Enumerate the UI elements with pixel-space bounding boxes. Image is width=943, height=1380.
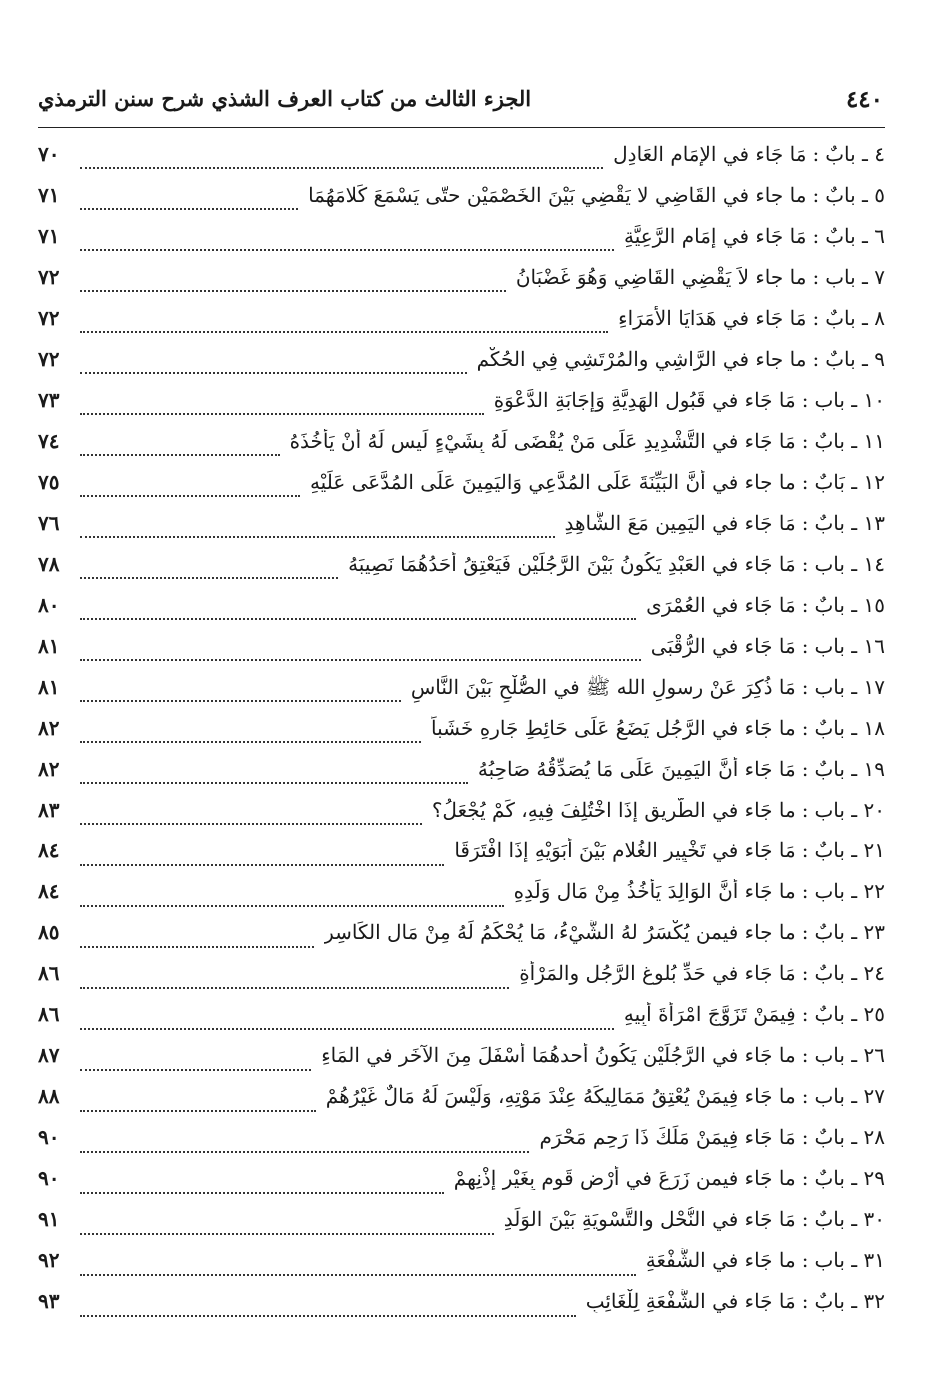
entry-number: ٣١ ـ باب <box>814 1248 885 1273</box>
entry-number: ٢٥ ـ بابٌ <box>814 1002 885 1027</box>
dot-leader <box>80 1233 494 1235</box>
dot-leader <box>80 1151 529 1153</box>
toc-entry <box>38 879 885 920</box>
entry-title: ما جاء فيمن يُكْسَرُ لهُ الشَّيْءُ، مَا يُحْكَمُ لَهُ مِنْ مَالِ الكَاسِرِ <box>324 920 796 945</box>
entry-number: ٢٢ ـ باب <box>814 879 885 904</box>
entry-colon: : <box>801 387 809 412</box>
dot-leader <box>80 659 641 661</box>
entry-number: ٢١ ـ بابٌ <box>814 838 885 863</box>
entry-page-number: ٨١ <box>38 633 60 658</box>
toc-entry <box>38 1289 885 1330</box>
entry-title: مَا جَاء في الإمَامِ العَادِلِ <box>613 142 807 166</box>
entry-colon: : <box>801 1289 809 1314</box>
entry-colon: : <box>801 715 809 740</box>
entry-title: مَا جَاء في تَخْيِيرِ الغُلامِ بَيْنَ أبَوَيْهِ إذَا افْتَرَقَا <box>454 838 796 863</box>
dot-leader <box>80 208 298 210</box>
entry-colon: : <box>801 469 809 494</box>
entry-colon: : <box>801 1043 809 1068</box>
entry-title: ما جَاء فِيمَنْ يُعْتِقُ مَمَالِيكَهُ عِنْدَ مَوْتِهِ، وَلَيْسَ لَهُ مَالٌ غَيْرُهُمْ <box>325 1084 796 1109</box>
entry-page-number: ٧٢ <box>38 264 60 289</box>
dot-leader <box>80 1110 316 1112</box>
toc-entry <box>38 920 885 961</box>
entry-page-number: ٧٠ <box>38 142 60 166</box>
header-rule <box>38 127 885 128</box>
entry-colon: : <box>812 223 820 248</box>
entry-colon: : <box>801 838 809 863</box>
entry-colon: : <box>801 592 809 617</box>
entry-colon: : <box>801 1125 809 1150</box>
toc-entry <box>38 961 885 1002</box>
entry-title: ما جَاء أنَّ الوَالِدَ يَأْخُذُ مِنْ مَالِ وَلَدِهِ <box>513 879 796 904</box>
entry-page-number: ٨٣ <box>38 797 60 822</box>
entry-page-number: ٧٨ <box>38 551 60 576</box>
dot-leader <box>80 905 504 907</box>
entry-colon: : <box>801 756 809 781</box>
entry-number: ٢٩ ـ بابٌ <box>814 1166 885 1191</box>
entry-page-number: ٩٣ <box>38 1289 60 1314</box>
toc-entry <box>38 798 885 839</box>
entry-page-number: ٧٦ <box>38 510 60 535</box>
entry-number: ١٦ ـ باب <box>814 633 885 658</box>
dot-leader <box>80 290 506 292</box>
toc-entry <box>38 511 885 552</box>
dot-leader <box>80 577 338 579</box>
entry-page-number: ٨٦ <box>38 1002 60 1027</box>
entry-number: ٢٨ ـ بابٌ <box>814 1125 885 1150</box>
entry-number: ١١ ـ بابٌ <box>814 428 885 453</box>
entry-colon: : <box>812 346 820 371</box>
entry-number: ٩ ـ بابٌ <box>825 346 885 371</box>
entry-title: مَا جَاء أنَّ اليَمِينَ عَلَى مَا يُصَدِّقُهُ صَاحِبُهُ <box>477 756 796 781</box>
toc-entry <box>38 306 885 347</box>
entry-page-number: ٨٢ <box>38 715 60 740</box>
entry-title: ما جَاء فيمن زَرَعَ في أرْضِ قَومٍ بِغَيْرِ إذْنِهِمْ <box>453 1166 796 1191</box>
toc-entry <box>38 1002 885 1043</box>
toc-entry <box>38 1166 885 1207</box>
toc-entry <box>38 388 885 429</box>
entry-page-number: ٨١ <box>38 674 60 699</box>
dot-leader <box>80 864 444 866</box>
dot-leader <box>80 1069 311 1071</box>
entry-title: مَا جَاء في النُّحْلِ والتَّسْوِيَةِ بَيْنَ الوَلَدِ <box>503 1207 796 1232</box>
entry-page-number: ٩٢ <box>38 1248 60 1273</box>
toc-entry <box>38 1084 885 1125</box>
entry-title: مَا جَاء في إمَامِ الرَّعِيَّةِ <box>623 223 807 248</box>
dot-leader <box>80 331 608 333</box>
entry-page-number: ٧٢ <box>38 305 60 330</box>
entry-colon: : <box>801 1207 809 1232</box>
dot-leader <box>80 495 300 497</box>
entry-colon: : <box>801 920 809 945</box>
page-header <box>38 84 883 118</box>
entry-colon: : <box>801 1002 809 1027</box>
entry-number: ٢٦ ـ باب <box>814 1043 885 1068</box>
entry-page-number: ٩٠ <box>38 1166 60 1191</box>
entry-title: ما جَاء في الرَّجُلَيْنِ يَكُونُ أحدهُمَا أسْفَلَ مِنَ الآخَرِ في المَاءِ <box>321 1043 796 1068</box>
entry-page-number: ٧١ <box>38 223 60 248</box>
dot-leader <box>80 1192 444 1194</box>
entry-number: ١٠ ـ باب <box>814 387 885 412</box>
entry-number: ١٤ ـ باب <box>814 551 885 576</box>
entry-title: مَا جَاء في العَبْدِ يَكُونُ بَيْنَ الرَّجُلَيْنِ فَيَعْتِقُ أحَدُهُمَا نَصِيبَهُ <box>348 551 796 576</box>
entry-number: ١٨ ـ بابٌ <box>814 715 885 740</box>
entry-number: ١٥ ـ بابٌ <box>814 592 885 617</box>
entry-page-number: ٩٠ <box>38 1125 60 1150</box>
entry-number: ١٩ ـ بابٌ <box>814 756 885 781</box>
entry-colon: : <box>801 961 809 986</box>
toc-entry <box>38 1125 885 1166</box>
entry-page-number: ٨٤ <box>38 879 60 904</box>
entry-number: ١٢ ـ بَابٌ <box>814 469 885 494</box>
entry-title: ما جاء لاَ يَقْضِي القَاضِي وَهُوَ غَضْبَانُ <box>515 264 807 289</box>
toc-entry <box>38 552 885 593</box>
toc-entry <box>38 593 885 634</box>
entry-colon: : <box>812 142 820 166</box>
entry-title: مَا جَاء في اليَمِينِ مَعَ الشَّاهِدِ <box>564 510 796 535</box>
dot-leader <box>80 249 614 251</box>
entry-title: ما جاء في القَاضِي لا يَقْضِي بَيْنَ الخَصْمَيْنِ حتّى يَسْمَعَ كَلامَهُمَا <box>308 182 807 207</box>
entry-title: مَا جَاء في العُمْرَى <box>646 592 796 617</box>
entry-colon: : <box>801 797 809 822</box>
entry-page-number: ٨٤ <box>38 838 60 863</box>
entry-page-number: ٧١ <box>38 182 60 207</box>
dot-leader <box>80 741 421 743</box>
toc-entry <box>38 429 885 470</box>
entry-page-number: ٨٢ <box>38 756 60 781</box>
entry-number: ٧ ـ باب <box>825 264 885 289</box>
dot-leader <box>80 167 603 169</box>
entry-title: ما جاء في أنَّ البَيِّنَةَ عَلَى المُدَّعِي وَاليَمِينَ عَلَى المُدَّعَى عَلَيْهِ <box>309 469 796 494</box>
dot-leader <box>80 700 401 702</box>
dot-leader <box>80 823 422 825</box>
entry-colon: : <box>801 1084 809 1109</box>
toc-entry <box>38 347 885 388</box>
entry-title: مَا جَاء في التَّشْدِيدِ عَلَى مَنْ يُقْضَى لَهُ بِشَيْءٍ لَيس لَهُ أنْ يَأْخُذَهُ <box>289 428 796 453</box>
dot-leader <box>80 946 314 948</box>
entry-number: ١٧ ـ باب <box>814 674 885 699</box>
toc-entry <box>38 183 885 224</box>
entry-colon: : <box>801 428 809 453</box>
entry-number: ٢٣ ـ بابٌ <box>814 920 885 945</box>
entry-title: مَا جَاء في حَدِّ بُلوغِ الرَّجُلِ والمَرْأةِ <box>519 961 796 986</box>
entry-page-number: ٨٧ <box>38 1043 60 1068</box>
dot-leader <box>80 454 280 456</box>
entry-title: مَا جَاء في قَبُولِ الهَدِيَّةِ وَإجَابَةِ الدَّعْوَةِ <box>493 387 796 412</box>
dot-leader <box>80 413 484 415</box>
entry-title: ما جَاء في الطَّرِيقِ إذَا اخْتُلِفَ فِيهِ، كَمْ يُجْعَلُ؟ <box>431 797 796 822</box>
toc-entry <box>38 1207 885 1248</box>
entry-page-number: ٧٥ <box>38 469 60 494</box>
entry-title: ما جاء في الرَّاشِي والمُرْتَشِي فِي الحُكْمِ <box>476 346 807 371</box>
toc-entry <box>38 1248 885 1289</box>
dot-leader <box>80 1028 614 1030</box>
entry-colon: : <box>801 551 809 576</box>
entry-number: ١٣ ـ بابٌ <box>814 510 885 535</box>
entry-title: ما جَاء في الرَّجُلِ يَضَعُ عَلَى حَائِطِ جَارِهِ خَشَباً <box>431 715 796 740</box>
toc-entry <box>38 1043 885 1084</box>
running-title: الجزء الثالث من كتاب العرف الشذي شرح سنن الترمذي <box>38 86 532 111</box>
entry-colon: : <box>801 674 809 699</box>
entry-title: مَا ذُكِرَ عَنْ رسولِ الله ﷺ في الصُّلْحِ بَيْنَ النَّاسِ <box>410 674 796 699</box>
toc-entry <box>38 838 885 879</box>
entry-colon: : <box>801 1166 809 1191</box>
entry-title: فِيمَنْ تَزَوَّجَ امْرَأةَ أبِيهِ <box>623 1002 796 1027</box>
dot-leader <box>80 1315 576 1317</box>
entry-colon: : <box>812 305 820 330</box>
entry-colon: : <box>801 510 809 535</box>
toc-entry <box>38 265 885 306</box>
entry-colon: : <box>812 182 820 207</box>
toc-entry <box>38 634 885 675</box>
entry-title: مَا جَاء في الرُّقْبَى <box>650 633 796 658</box>
entry-number: ٥ ـ بابٌ <box>825 182 885 207</box>
entry-number: ٨ ـ بابٌ <box>825 305 885 330</box>
entry-number: ٢٠ ـ باب <box>814 797 885 822</box>
entry-colon: : <box>801 879 809 904</box>
dot-leader <box>80 782 468 784</box>
entry-page-number: ٧٣ <box>38 387 60 412</box>
toc-entry <box>38 716 885 757</box>
page-number: ٤٤٠ <box>845 86 883 113</box>
entry-number: ٣٠ ـ بابٌ <box>814 1207 885 1232</box>
entry-page-number: ٨٥ <box>38 920 60 945</box>
entry-page-number: ٧٤ <box>38 428 60 453</box>
entry-number: ٢٧ ـ باب <box>814 1084 885 1109</box>
dot-leader <box>80 618 636 620</box>
toc-entry <box>38 675 885 716</box>
entry-colon: : <box>801 1248 809 1273</box>
entry-number: ٤ ـ بابٌ <box>825 142 885 166</box>
dot-leader <box>80 372 467 374</box>
entry-number: ٢٤ ـ بابٌ <box>814 961 885 986</box>
toc-entry <box>38 224 885 265</box>
toc-entry <box>38 142 885 183</box>
dot-leader <box>80 987 509 989</box>
entry-colon: : <box>812 264 820 289</box>
entry-title: ما جَاء في الشُّفْعَةِ <box>645 1248 796 1273</box>
toc-entry <box>38 757 885 798</box>
toc-entry <box>38 470 885 511</box>
entry-title: مَا جَاء في هَدَايَا الأُمَرَاءِ <box>618 305 807 330</box>
entry-colon: : <box>801 633 809 658</box>
entry-number: ٦ ـ بابٌ <box>825 223 885 248</box>
entry-number: ٣٢ ـ بابٌ <box>814 1289 885 1314</box>
entry-title: مَا جَاء فِيمَنْ مَلَكَ ذَا رَحِمٍ مَحْرَمٍ <box>539 1125 796 1150</box>
entry-page-number: ٨٠ <box>38 592 60 617</box>
entry-page-number: ٧٢ <box>38 346 60 371</box>
entry-page-number: ٩١ <box>38 1207 60 1232</box>
entry-page-number: ٨٦ <box>38 961 60 986</box>
dot-leader <box>80 1274 636 1276</box>
entry-title: مَا جَاء في الشُّفْعَةِ لِلْغَائِبِ <box>585 1289 796 1314</box>
dot-leader <box>80 536 555 538</box>
entry-page-number: ٨٨ <box>38 1084 60 1109</box>
table-of-contents <box>38 142 885 1330</box>
